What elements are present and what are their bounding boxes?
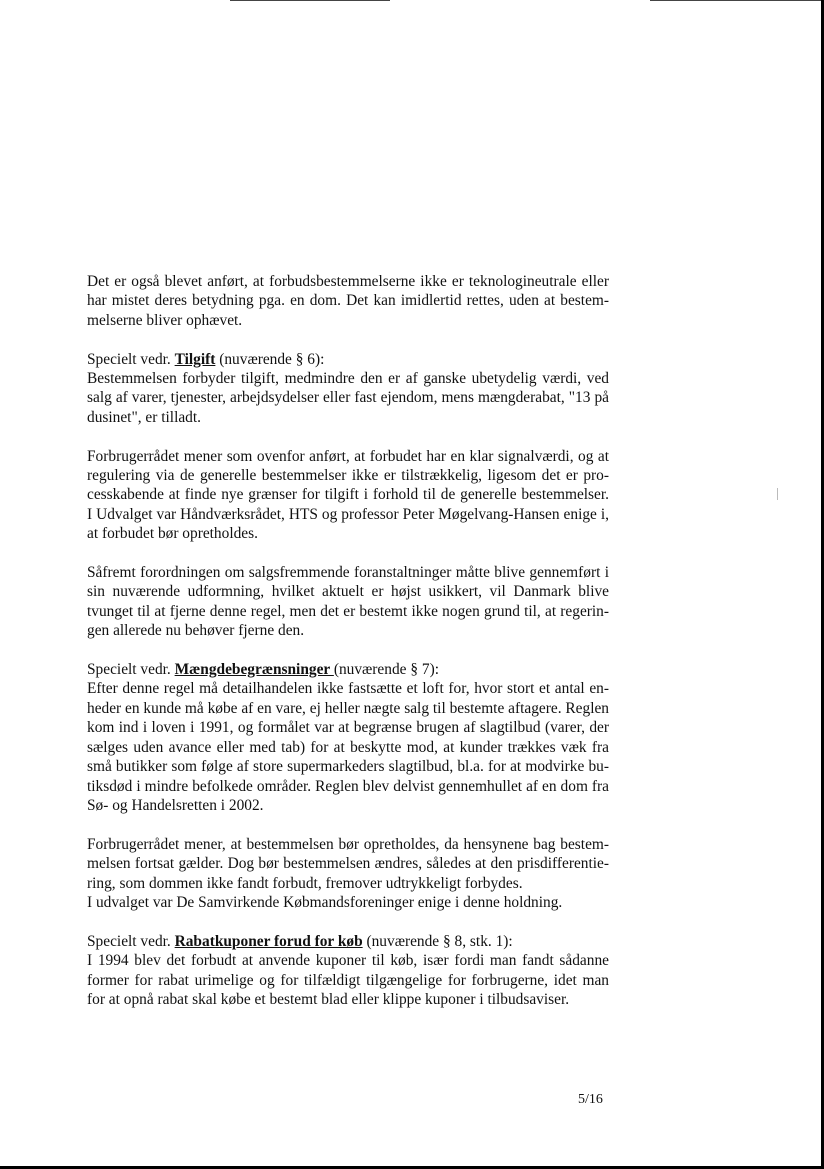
paragraph-forordning: [87, 563, 609, 641]
text-line: melsen fortsat gælder. Dog bør bestemmelsen ændres, således at den prisdifferentie-: [87, 855, 609, 873]
page-number: 5/16: [578, 1092, 603, 1107]
paragraph-forbrugerraadet-maengde: [87, 835, 609, 913]
heading-term: Mængdebegrænsninger: [174, 661, 334, 679]
scan-speck: [777, 488, 778, 500]
text-line: I 1994 blev det forbudt at anvende kuponer til køb, især fordi man fandt sådanne: [87, 952, 609, 970]
text-line: for at opnå rabat skal købe et bestemt blad eller klippe kuponer i tilbudsaviser.: [87, 990, 570, 1008]
text-line: Sø- og Handelsretten i 2002.: [87, 796, 264, 814]
text-line: I udvalget var De Samvirkende Købmandsforeninger enige i denne holdning.: [87, 893, 563, 911]
text-line: dusinet", er tilladt.: [87, 408, 201, 426]
heading-term: Rabatkuponer forud for køb: [174, 932, 363, 950]
section-maengdebegraensninger: [87, 660, 609, 815]
section-heading: [87, 932, 609, 951]
paragraph-forbrugerraadet-tilgift: [87, 447, 609, 544]
text-line: Såfremt forordningen om salgsfremmende foranstaltninger måtte blive gennemført i: [87, 564, 609, 582]
text-line: heder en kunde må købe af en vare, ej heller nægte salg til bestemte aftagere. Reglen: [87, 699, 609, 717]
text-line: cesskabende at finde nye grænser for tilgift i forhold til de generelle bestemmelser.: [87, 486, 609, 504]
heading-suffix: (nuværende § 6):: [215, 350, 325, 368]
text-line: kom ind i loven i 1991, og formålet var at begrænse brugen af slagtilbud (varer, der: [87, 719, 609, 737]
paragraph-technology-neutrality: [87, 272, 609, 330]
text-line: Bestemmelsen forbyder tilgift, medmindre den er af ganske ubetydelig værdi, ved: [87, 370, 609, 388]
text-line: Det er også blevet anført, at forbudsbestemmelserne ikke er teknologineutrale eller: [87, 273, 609, 290]
text-line: melserne bliver ophævet.: [87, 311, 243, 329]
text-line: Efter denne regel må detailhandelen ikke fastsætte et loft for, hvor stort et antal en-: [87, 680, 609, 698]
text-line: sin nuværende udformning, hvilket aktuelt er højst usikkert, vil Danmark blive: [87, 583, 609, 601]
text-line: gen allerede nu behøver fjerne den.: [87, 622, 305, 640]
scan-edge-top: [230, 0, 390, 1]
section-heading: [87, 660, 609, 679]
text-line: tiksdød i mindre befolkede områder. Reglen blev delvist gennemhullet af en dom fra: [87, 777, 609, 795]
text-line: sælges uden avance eller med tab) for at beskytte mod, at kunder trækkes væk fra: [87, 738, 609, 756]
heading-term: Tilgift: [174, 350, 216, 368]
text-line: former for rabat urimelige og for tilfældigt tilgængelige for forbrugerne, idet man: [87, 971, 609, 989]
text-line: små butikker som følge af store supermarkeders slagtilbud, bl.a. for at modvirke bu-: [87, 758, 609, 776]
section-rabatkuponer: [87, 932, 609, 1010]
section-tilgift: [87, 350, 609, 428]
text-line: Forbrugerrådet mener som ovenfor anført, at forbudet har en klar signalværdi, og at: [87, 447, 609, 465]
text-line: salg af varer, tjenester, arbejdsydelser eller fast ejendom, mens mængderabat, "13 på: [87, 389, 609, 407]
heading-suffix: (nuværende § 8, stk. 1):: [362, 932, 513, 950]
heading-prefix: Specielt vedr.: [87, 350, 175, 368]
heading-prefix: Specielt vedr.: [87, 661, 175, 679]
text-line: Forbrugerrådet mener, at bestemmelsen bør opretholdes, da hensynene bag bestem-: [87, 835, 609, 853]
text-line: at forbudet bør opretholdes.: [87, 525, 258, 543]
scan-edge-top-right: [650, 0, 824, 1]
text-line: har mistet deres betydning pga. en dom. Det kan imidlertid rettes, uden at bestem-: [87, 292, 609, 310]
heading-suffix: (nuværende § 7):: [333, 661, 439, 679]
text-line: regulering via de generelle bestemmelser ikke er tilstrækkelig, ligesom det er pro-: [87, 467, 609, 485]
text-line: tvunget til at fjerne denne regel, men det er bestemt ikke nogen grund til, at regerin-: [87, 602, 609, 620]
document-body: [87, 272, 609, 1029]
heading-prefix: Specielt vedr.: [87, 932, 175, 950]
section-heading: [87, 350, 609, 369]
text-line: I Udvalget var Håndværksrådet, HTS og professor Peter Møgelvang-Hansen enige i,: [87, 505, 609, 523]
text-line: ring, som dommen ikke fandt forbudt, fremover udtrykkeligt forbydes.: [87, 874, 523, 892]
